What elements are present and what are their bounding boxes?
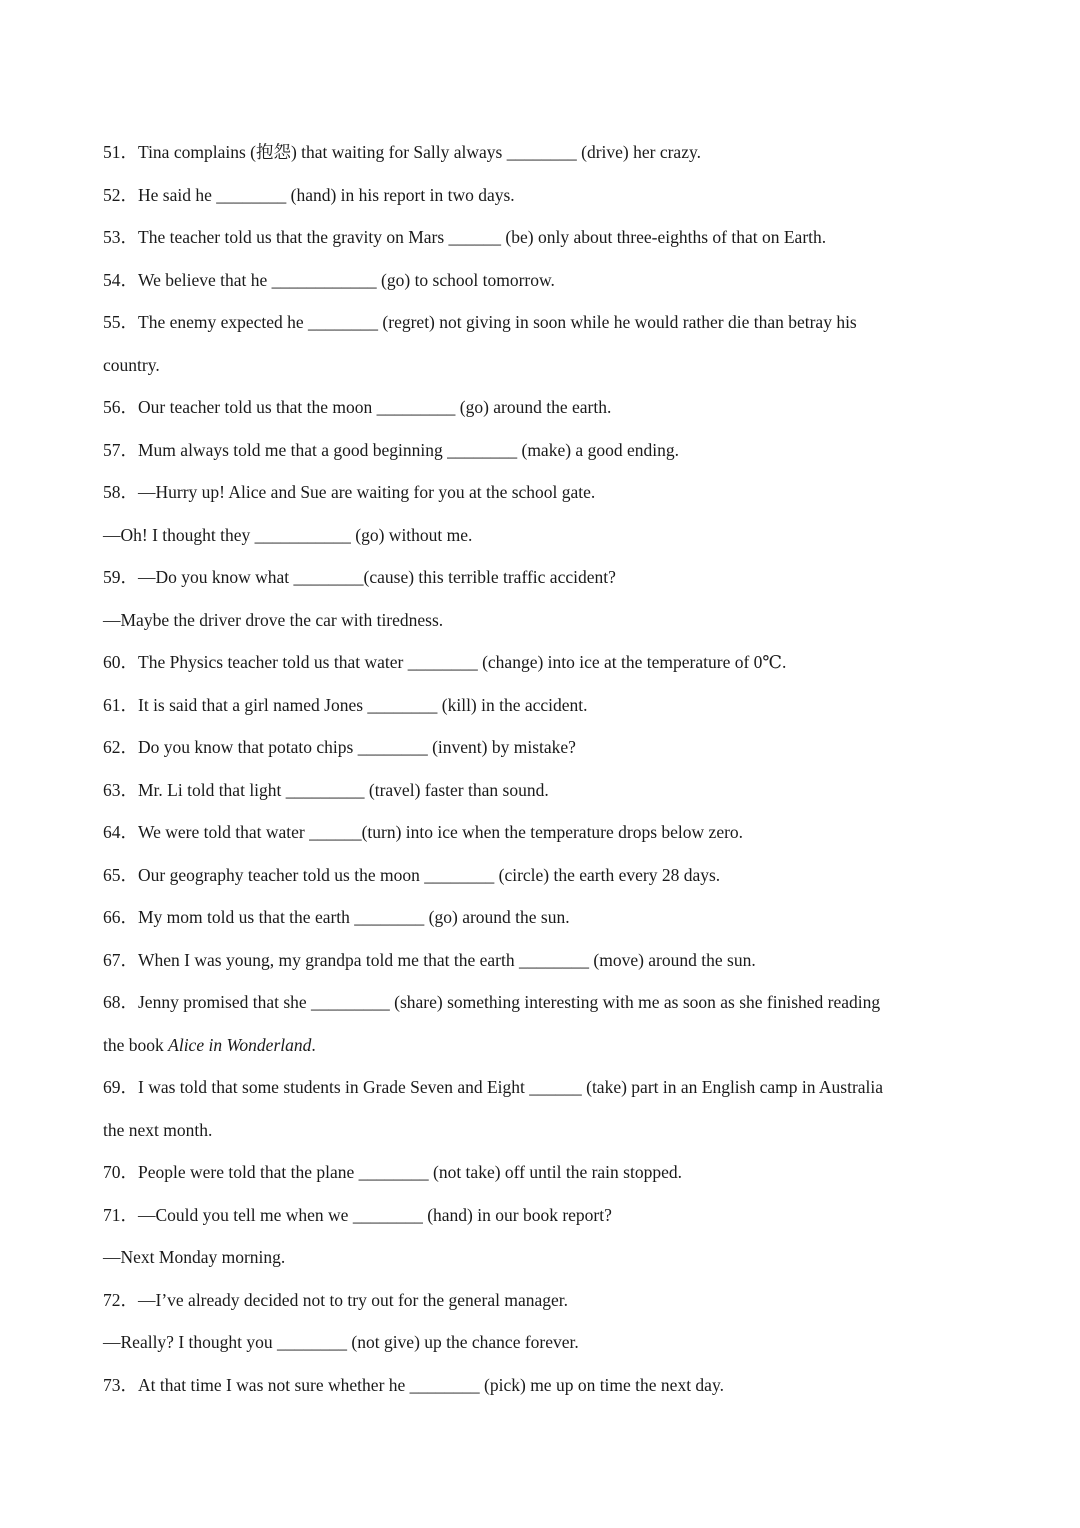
line-1: 51．Tina complains (抱怨) that waiting for Sally always ________ (drive) her crazy. xyxy=(103,142,701,162)
line-25: 70．People were told that the plane ________ (not take) off until the rain stopped. xyxy=(103,1162,682,1182)
line-20: 67．When I was young, my grandpa told me that the earth ________ (move) around the sun. xyxy=(103,949,756,970)
line-8: 57．Mum always told me that a good beginning ________ (make) a good ending. xyxy=(103,439,679,460)
line-2: 52．He said he ________ (hand) in his report in two days. xyxy=(103,184,515,205)
line-10: —Oh! I thought they ___________ (go) without me. xyxy=(103,524,473,545)
line-15: 62．Do you know that potato chips ________ (invent) by mistake? xyxy=(103,737,576,757)
line-30: 73．At that time I was not sure whether he ________ (pick) me up on time the next day. xyxy=(103,1374,724,1395)
line-16: 63．Mr. Li told that light _________ (travel) faster than sound. xyxy=(103,779,549,800)
line-28: 72．—I’ve already decided not to try out for the general manager. xyxy=(103,1289,569,1310)
line-4: 54．We believe that he ____________ (go) to school tomorrow. xyxy=(103,269,555,290)
line-11: 59．—Do you know what ________(cause) this terrible traffic accident? xyxy=(103,567,616,587)
line-23: 69．I was told that some students in Grade Seven and Eight ______ (take) part in an English camp in Australia xyxy=(103,1077,884,1097)
line-12: —Maybe the driver drove the car with tiredness. xyxy=(103,609,444,630)
line-21: 68．Jenny promised that she _________ (share) something interesting with me as soon as she finished reading xyxy=(103,992,881,1012)
line-9: 58．—Hurry up! Alice and Sue are waiting for you at the school gate. xyxy=(103,482,596,502)
line-22 xyxy=(103,1024,973,1067)
line-13: 60．The Physics teacher told us that water ________ (change) into ice at the temperature of 0℃. xyxy=(103,652,787,672)
line-18: 65．Our geography teacher told us the moon ________ (circle) the earth every 28 days. xyxy=(103,864,721,885)
line-29: —Really? I thought you ________ (not give) up the chance forever. xyxy=(103,1332,579,1352)
book-suffix: . xyxy=(311,1034,316,1055)
line-7: 56．Our teacher told us that the moon _________ (go) around the earth. xyxy=(103,397,612,417)
book-prefix: the book xyxy=(103,1034,169,1055)
line-19: 66．My mom told us that the earth ________ (go) around the sun. xyxy=(103,907,570,927)
line-6: country. xyxy=(103,354,160,375)
book-title: Alice in Wonderland xyxy=(168,1034,312,1055)
line-5: 55．The enemy expected he ________ (regret) not giving in soon while he would rather die than betray his xyxy=(103,312,857,332)
line-3: 53．The teacher told us that the gravity on Mars ______ (be) only about three-eighths of that on Earth. xyxy=(103,227,827,247)
line-14: 61．It is said that a girl named Jones ________ (kill) in the accident. xyxy=(103,694,588,715)
line-27: —Next Monday morning. xyxy=(103,1247,286,1267)
line-24: the next month. xyxy=(103,1119,213,1140)
line-17: 64．We were told that water ______(turn) into ice when the temperature drops below zero. xyxy=(103,822,744,842)
line-26: 71．—Could you tell me when we ________ (hand) in our book report? xyxy=(103,1204,612,1225)
exercise-list xyxy=(103,131,973,1406)
